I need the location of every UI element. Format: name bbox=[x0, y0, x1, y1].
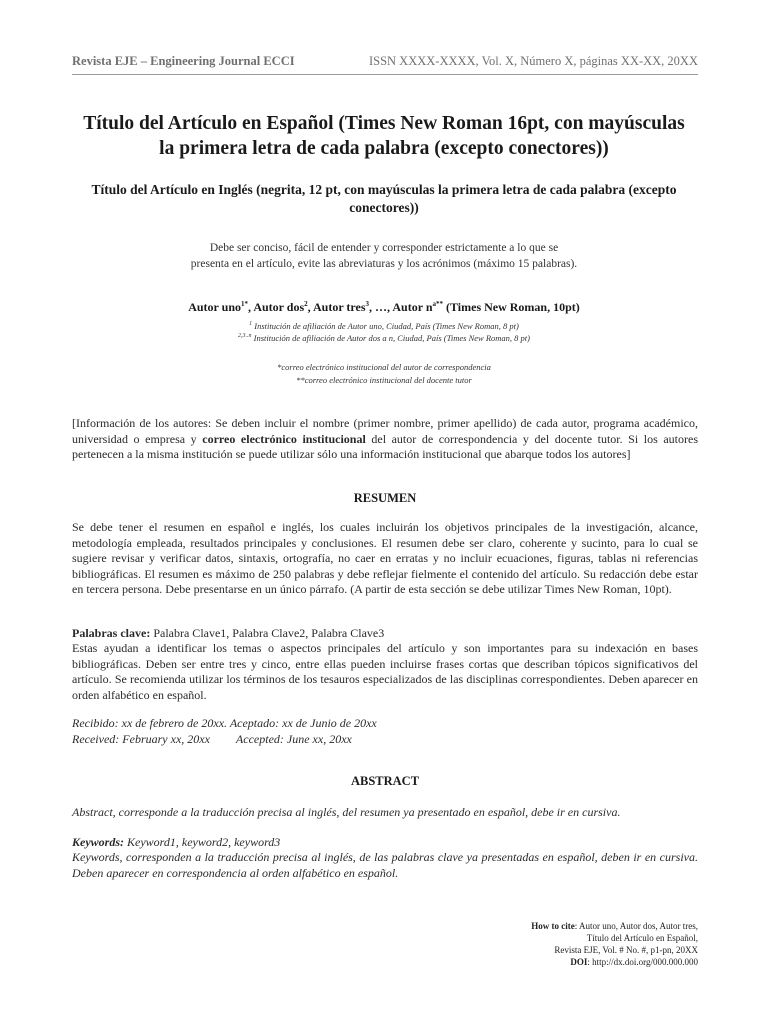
dates-es: Recibido: xx de febrero de 20xx. Aceptado: xx de Junio de 20xx bbox=[72, 716, 377, 730]
info-text-after: del autor de correspondencia y del docente tutor. Si los autores pertenecen a la misma institución se puede utilizar sólo una información institucional que abarque todos los autores] bbox=[72, 431, 698, 461]
keywords-es-values: Palabra Clave1, Palabra Clave2, Palabra Clave3 bbox=[150, 626, 385, 640]
author-1: Autor uno bbox=[188, 300, 241, 314]
affiliation-1-sup: 1 bbox=[249, 321, 253, 328]
title-note bbox=[130, 240, 638, 272]
cite-authors: : Autor uno, Autor dos, Autor tres, bbox=[574, 921, 698, 931]
affiliation-1-text: Institución de afiliación de Autor uno, Ciudad, País (Times New Roman, 8 pt) bbox=[252, 321, 519, 331]
author-2: , Autor dos bbox=[248, 300, 305, 314]
abstract-body: Abstract, corresponde a la traducción precisa al inglés, del resumen ya presentado en español, debe ir en cursiva. bbox=[72, 805, 621, 819]
author-n-sup: a** bbox=[432, 300, 443, 308]
author-3: , Autor tres bbox=[307, 300, 366, 314]
title-spanish: Título del Artículo en Español (Times New Roman 16pt, con mayúsculas la primera letra de cada palabra (excepto conectores)) bbox=[83, 113, 685, 159]
author-spec: (Times New Roman, 10pt) bbox=[443, 300, 580, 314]
author-list bbox=[80, 300, 688, 315]
title-note-line2: presenta en el artículo, evite las abreviaturas y los acrónimos (máximo 15 palabras). bbox=[190, 258, 578, 270]
author-3-sup: 3 bbox=[365, 300, 370, 308]
how-to-cite bbox=[398, 920, 698, 968]
resumen-body: Se debe tener el resumen en español e inglés, los cuales incluirán los objetivos principales de la investigación, alcance, metodología empleada, resultados principales y conclusiones. El resumen debe ser claro, coherente y sucinto, para lo cual se sugiere revisar y verificar datos, sintaxis, ortografía, no caer en erratas y no incluir ecuaciones, figuras, tablas ni referencias bibliográficas. El resumen es máximo de 250 palabras y debe reflejar fielmente el contenido del artículo. Su redacción debe estar en tercera persona. Debe presentarse en un único párrafo. (A partir de esta sección se debe utilizar Times New Roman, 10pt). bbox=[72, 520, 698, 596]
affiliation-2 bbox=[80, 333, 688, 343]
cite-line3: Revista EJE, Vol. # No. #, p1-pn, 20XX bbox=[554, 945, 698, 955]
dates bbox=[72, 716, 698, 747]
title-note-line1: Debe ser conciso, fácil de entender y corresponder estrictamente a lo que se bbox=[209, 242, 559, 254]
cite-doi-line bbox=[398, 956, 698, 968]
issn-info: ISSN XXXX-XXXX, Vol. X, Número X, páginas XX-XX, 20XX bbox=[368, 54, 698, 68]
author-n: , …, Autor n bbox=[369, 300, 433, 314]
affiliation-1 bbox=[80, 321, 688, 331]
dates-en bbox=[72, 732, 698, 748]
cite-label: How to cite bbox=[531, 921, 575, 931]
cite-doi-link[interactable]: : http://dx.doi.org/000.000.000 bbox=[587, 957, 698, 967]
running-header bbox=[72, 54, 698, 75]
cite-line2: Título del Artículo en Español, bbox=[586, 933, 698, 943]
affiliation-2-sup: 2,3..n bbox=[238, 333, 252, 340]
info-text-before: [Información de los autores: Se deben incluir el nombre (primer nombre, primer apellido) de cada autor, programa académico, universidad o empresa y bbox=[72, 416, 698, 446]
keywords-es-label: Palabras clave: bbox=[72, 626, 151, 640]
keywords-en-description: Keywords, corresponden a la traducción precisa al inglés, de las palabras clave ya presentadas en español, deben ir en cursiva. Deben aparecer en correspondencia al orden alfabético en español. bbox=[72, 850, 698, 880]
keywords-es-description: Estas ayudan a identificar los temas o aspectos principales del artículo y son importantes para su indexación en bases bibliográficas. Deben ser entre tres y cinco, entre ellas pueden incluirse frases cortas que describan tópicos significativos del artículo. Se recomienda utilizar los términos de los tesauros especializados de las disciplinas correspondientes. Deben aparecer en orden alfabético en español. bbox=[72, 641, 698, 702]
cite-doi-label: DOI bbox=[570, 957, 588, 967]
keywords-en-label: Keywords: bbox=[72, 835, 124, 849]
author-2-sup: 2 bbox=[304, 300, 308, 308]
journal-name: Revista EJE – Engineering Journal ECCI bbox=[72, 54, 295, 68]
keywords-en-values: Keyword1, keyword2, keyword3 bbox=[124, 835, 281, 849]
abstract-heading: ABSTRACT bbox=[350, 774, 420, 788]
correspondence-email: *correo electrónico institucional del autor de correspondencia bbox=[277, 362, 491, 372]
cite-line1 bbox=[398, 920, 698, 932]
resumen-heading: RESUMEN bbox=[353, 491, 417, 505]
author-info-note bbox=[72, 416, 698, 463]
dates-en-received: Received: February xx, 20xx bbox=[72, 731, 210, 746]
keywords-en bbox=[72, 835, 698, 851]
author-1-sup: 1* bbox=[241, 300, 248, 308]
keywords-es bbox=[72, 626, 698, 642]
tutor-email: **correo electrónico institucional del docente tutor bbox=[296, 375, 472, 385]
title-english: Título del Artículo en Inglés (negrita, 12 pt, con mayúsculas la primera letra de cada palabra (excepto conectores)) bbox=[91, 182, 677, 215]
dates-en-accepted: Accepted: June xx, 20xx bbox=[235, 731, 352, 746]
affiliation-2-text: Institución de afiliación de Autor dos a n, Ciudad, País (Times New Roman, 8 pt) bbox=[251, 333, 530, 343]
info-text-bold: correo electrónico institucional bbox=[202, 431, 366, 446]
